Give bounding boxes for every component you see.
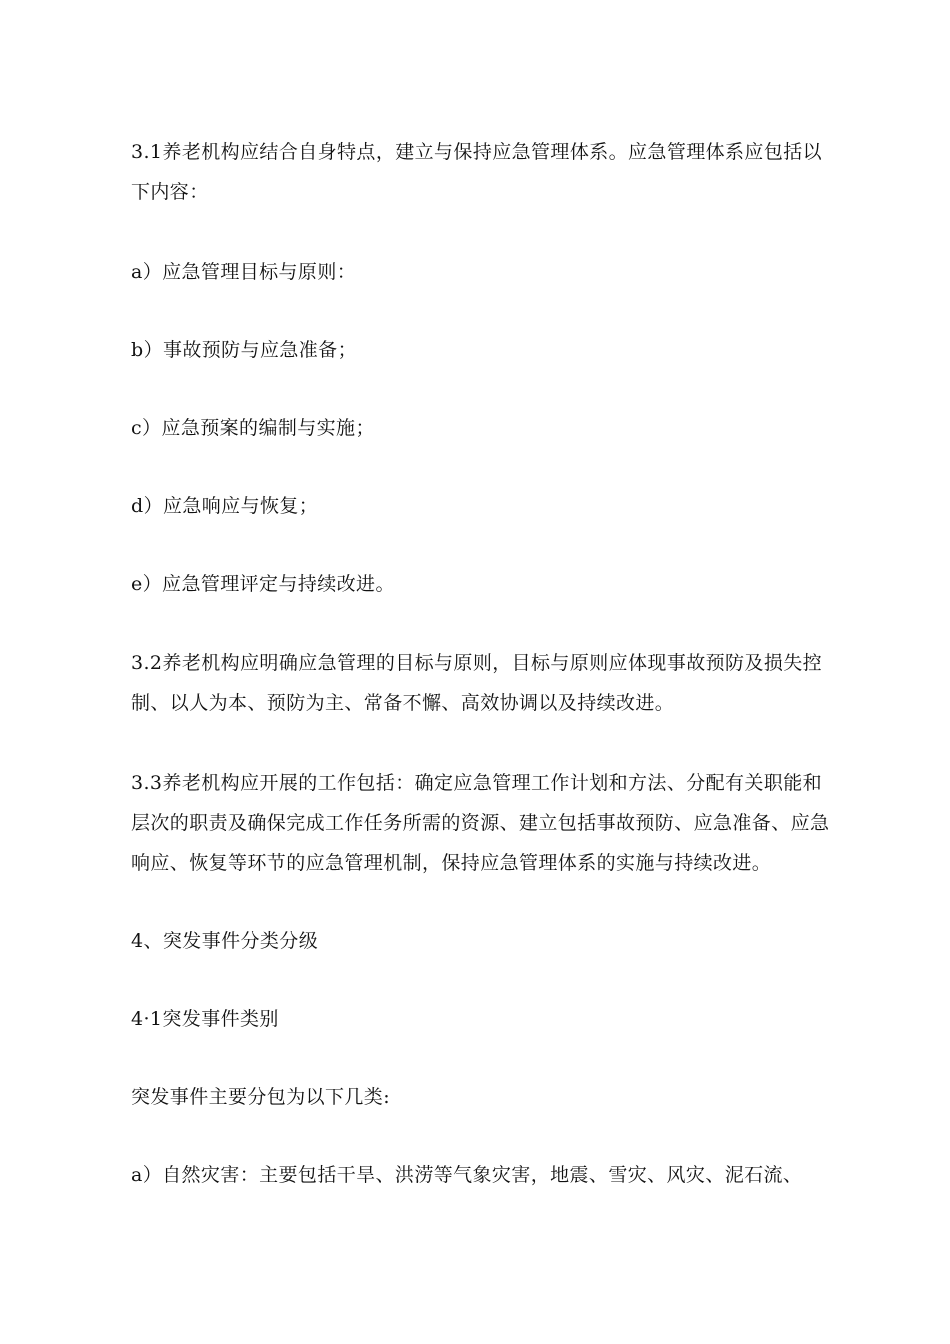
paragraph-3-3: 3.3养老机构应开展的工作包括：确定应急管理工作计划和方法、分配有关职能和层次的职责及确保完成工作任务所需的资源、建立包括事故预防、应急准备、应急响应、恢复等环节的应急管理机制，保持应急管理体系的实施与持续改进。 bbox=[131, 772, 830, 874]
list-item-c: c）应急预案的编制与实施； bbox=[131, 417, 375, 439]
list-item-e: e）应急管理评定与持续改进。 bbox=[131, 573, 395, 595]
list-item-a: a）应急管理目标与原则： bbox=[131, 261, 357, 283]
paragraph-event-categories-intro: 突发事件主要分包为以下几类: bbox=[131, 1086, 391, 1108]
list-item-d: d）应急响应与恢复； bbox=[131, 495, 319, 517]
list-item-natural-disasters: a）自然灾害：主要包括干旱、洪涝等气象灾害，地震、雪灾、风灾、泥石流、 bbox=[131, 1164, 803, 1186]
paragraph-3-1: 3.1养老机构应结合自身特点，建立与保持应急管理体系。应急管理体系应包括以下内容： bbox=[131, 141, 823, 203]
paragraph-3-2: 3.2养老机构应明确应急管理的目标与原则，目标与原则应体现事故预防及损失控制、以人为本、预防为主、常备不懈、高效协调以及持续改进。 bbox=[131, 652, 823, 714]
list-item-b: b）事故预防与应急准备； bbox=[131, 339, 357, 361]
document-body bbox=[131, 132, 831, 1233]
section-heading-4: 4、突发事件分类分级 bbox=[131, 930, 319, 952]
subsection-heading-4-1: 4·1突发事件类别 bbox=[131, 1008, 279, 1030]
